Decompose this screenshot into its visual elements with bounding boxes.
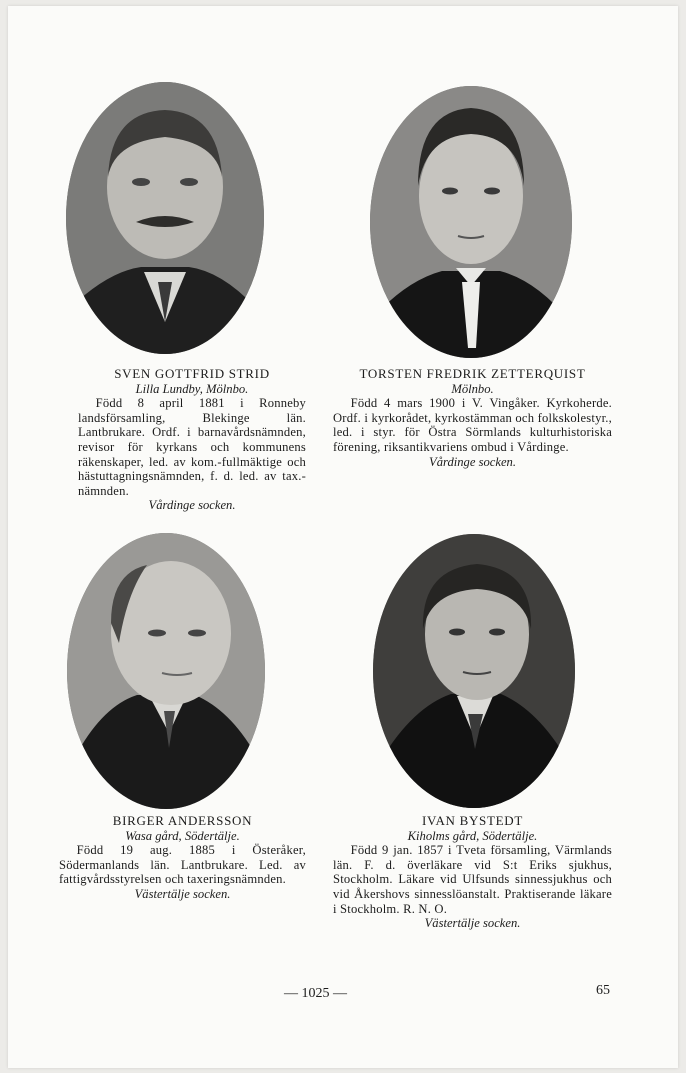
residence: Wasa gård, Södertälje.: [125, 828, 240, 843]
entry-4: [333, 814, 612, 931]
parish: Vårdinge socken.: [429, 454, 516, 469]
person-name: SVEN GOTTFRID STRID: [114, 366, 270, 381]
biography: Född 19 aug. 1885 i Österåker, Södermanlands län. Lantbrukare. Led. av fattigvårdsstyrelsen och taxeringsnämnden.: [59, 843, 306, 887]
biography: Född 8 april 1881 i Ronneby landsförsamling, Blekinge län. Lantbrukare. Ordf. i barnavårdsnämnden, revisor för kyrkans och kommunens räkenskaper, led. av kom.-fullmäktige och hästuttagningsnämnden, f. d. led. av tax.-nämnden.: [78, 396, 306, 498]
entry-1: [78, 367, 306, 513]
residence: Lilla Lundby, Mölnbo.: [135, 381, 249, 396]
portrait-photo-4: [373, 534, 575, 808]
portrait-photo-3: [67, 533, 265, 809]
biography: Född 4 mars 1900 i V. Vingåker. Kyrkoherde. Ordf. i kyrkorådet, kyrkostämman och folkskolestyr., led. i styr. för Östra Sörmlands kulturhistoriska förening, riksantikvariens ombud i Vårdinge.: [333, 396, 612, 454]
entry-2: [333, 367, 612, 469]
biography: Född 9 jan. 1857 i Tveta församling, Värmlands län. F. d. överläkare vid S:t Eriks sjukhus, Stockholm. Läkare vid Ulfsunds sinnessjukhus och vid Åkershovs sinnesslöanstalt. Praktiserande läkare i Stockholm. R. N. O.: [333, 843, 612, 916]
parish: Vårdinge socken.: [148, 498, 236, 513]
book-page: [8, 6, 678, 1068]
person-name: IVAN BYSTEDT: [422, 813, 523, 828]
person-name: TORSTEN FREDRIK ZETTERQUIST: [359, 366, 586, 381]
portrait-photo-2: [370, 86, 572, 358]
entry-3: [59, 814, 306, 902]
portrait-photo-1: [66, 82, 264, 354]
page-number: — 1025 —: [284, 986, 347, 1001]
parish: Västertälje socken.: [134, 886, 231, 901]
signature-mark: 65: [596, 983, 610, 998]
residence: Kiholms gård, Södertälje.: [407, 828, 538, 843]
person-name: BIRGER ANDERSSON: [112, 813, 253, 828]
parish: Västertälje socken.: [424, 916, 521, 931]
residence: Mölnbo.: [451, 381, 494, 396]
